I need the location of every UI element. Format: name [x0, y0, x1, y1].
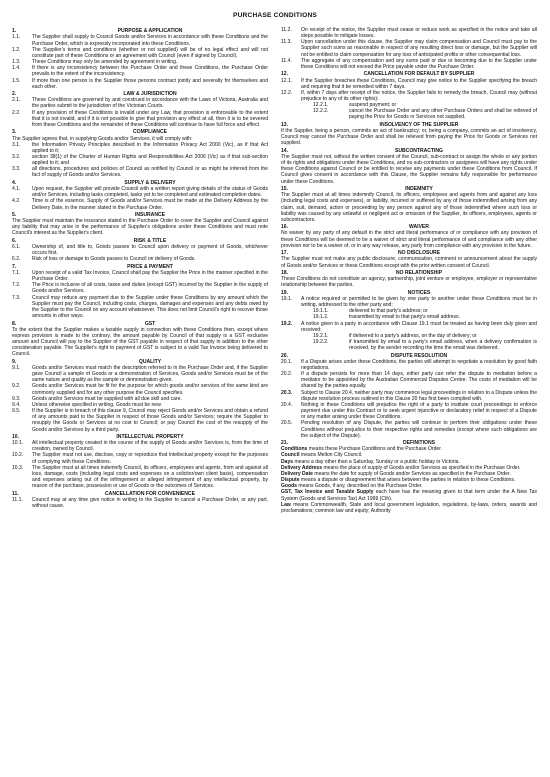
clause [12, 365, 268, 383]
sub-clause-text: transmitted by email to that party's email address. [349, 314, 460, 321]
clause-text: A notice given to a party in accordance with Clause 19.1 must be treated as having been duly given and received: [301, 320, 537, 333]
clause-number: 20.4. [281, 401, 293, 408]
section-title: PRICE & PAYMENT [127, 263, 173, 270]
sub-clause-number: 19.2.2. [313, 339, 329, 346]
section-title: COMPLIANCE [133, 129, 167, 136]
clause-number: 9.1. [12, 364, 21, 371]
paragraph: The Supplier agrees that, in supplying Goods and/or Services, it will comply with: [12, 135, 193, 142]
clause [12, 440, 268, 452]
clause-text: Upon cancellation under this clause, the Supplier may claim compensation and Council must pay to the Supplier such sums as reasonable in respect of any resulting direct loss or damage, but the Supplier will not be entitled to claim compensation for any loss of anticipated profits or other consequential loss. [301, 39, 537, 58]
section-title: RISK & TITLE [133, 237, 167, 244]
clause-number: 2.2. [12, 109, 21, 116]
sub-clause-number: 12.2.2. [313, 108, 329, 115]
clause-text: all directions, procedures and policies of Council as notified by Council or as might be inferred from the fact of supply of Goods and/or Services. [32, 166, 268, 179]
section-number: 8. [12, 320, 17, 327]
section-number: 20. [281, 352, 289, 359]
sub-clause-text: if delivered to a party's address, on the day of delivery; or [349, 332, 477, 339]
clause-text: Subject to Clause 20.4, neither party may commence legal proceedings in relation to a Dispute unless the dispute resolution process outlined in this Clause 20 has first been complied with. [301, 389, 537, 402]
clause-text: Upon receipt of a valid Tax Invoice, Council shall pay the Supplier the Price in the manner specified in the Purchase Order. [32, 270, 268, 283]
left-column [12, 27, 268, 514]
clause-text: Council may at any time give notice in writing to the Supplier to cancel a Purchase Order, or any part, without cause. [32, 496, 268, 509]
clause-text: If more than one person is the Supplier those persons contract jointly and severally for themselves and each other. [32, 77, 268, 90]
section-title: LAW & JURISDICTION [123, 91, 177, 98]
section-number: 2. [12, 91, 17, 98]
clause [12, 47, 268, 59]
definition-text: means Goods, if any, described on the Purchase Order. [296, 483, 423, 490]
clause-number: 4.1. [12, 186, 21, 193]
clause-text: If a Dispute arises under these Conditions, the parties will attempt to negotiate a resolution by good faith negotiations. [301, 358, 537, 371]
definition-term: Days [281, 458, 294, 465]
sub-clause-number: 19.1.2. [313, 314, 329, 321]
clause-text: Goods and/or Services must be supplied with all due skill and care. [32, 395, 182, 402]
definition-term: Dispute [281, 477, 300, 484]
section-title: CANCELLATION FOR DEFAULT BY SUPPLIER [363, 71, 475, 78]
clause [281, 296, 537, 308]
paragraph: The Supplier must not make any public disclosure, communication, comment or announcement about the supply of Goods and/or Services or these Conditions except with the prior written consent of Council. [281, 256, 537, 269]
clause-number: 7.1. [12, 270, 21, 277]
clause-text: Pending resolution of any Dispute, the parties will continue to perform their obligations under these Conditions without prejudice to their respective rights and remedies (except where such obligations are the subject of the Dispute). [301, 420, 537, 439]
clause-number: 7.2. [12, 282, 21, 289]
clause [12, 154, 268, 166]
clause [281, 90, 537, 102]
clause-text: Goods and/or Services must be fit for the purpose for which goods and/or services of the same kind are commonly supplied and for any other purpose the Council specifies. [32, 383, 268, 396]
clause-number: 12.1. [281, 77, 293, 84]
section-title: CANCELLATION FOR CONVENIENCE [105, 490, 195, 497]
clause-text: The Supplier's terms and conditions (whether or not supplied) will be of no legal effect and will not constitute part of these Conditions or an agreement with Council (even if signed by Council). [32, 46, 268, 59]
section-number: 12. [281, 71, 289, 78]
clause-number: 10.3. [12, 464, 24, 471]
clause-text: If the Supplier is in breach of this clause 9, Council may reject Goods and/or Services and obtain a refund of any amounts paid to the Supplier in respect of those Goods and/or Services; require the Supplier to resupply the Goods or Services at no cost to Council; or pay Council the cost of the resupply of the Goods and/or Services by a third party. [32, 408, 268, 433]
section-title: QUALITY [138, 358, 162, 365]
clause-number: 20.5. [281, 420, 293, 427]
clause-number: 9.4. [12, 401, 21, 408]
paragraph: The Supplier must maintain the insurance stated in the Purchase Order to cover the Supplier and Council against any liability that may arise in the performance of Supplier's obligations under these Conditions and must note Council's interest as the Supplier's client. [12, 218, 268, 237]
section-number: 19. [281, 289, 289, 296]
section-number: 9. [12, 358, 17, 365]
clause [12, 295, 268, 320]
section-title: WAIVER [409, 224, 429, 231]
clause-number: 20.1. [281, 358, 293, 365]
clause-number: 10.2. [12, 452, 24, 459]
definition-term: Conditions [281, 446, 308, 453]
clause [12, 166, 268, 178]
clause-number: 1.5. [12, 77, 21, 84]
clause-number: 9.2. [12, 383, 21, 390]
clause [12, 408, 268, 433]
clause-text: The Supplier shall supply to Council Goods and/or Services in accordance with these Conditions and the Purchase Order, which is expressly incorporated into these Conditions. [32, 34, 268, 47]
definition-term: Goods [281, 483, 297, 490]
clause [12, 65, 268, 77]
clause-text: The aggregate of any compensation and any sums paid or due or becoming due to the Supplier under these Conditions will not exceed the Price payable under the Purchase Order. [301, 57, 537, 70]
definition [281, 502, 537, 514]
section-title: INTELLECTUAL PROPERTY [116, 433, 184, 440]
definition-text: each have has the meaning given to that term under the A New Tax System (Goods and Services Tax) Act 1999 (Cth). [281, 489, 537, 502]
clause-number: 19.2. [281, 320, 293, 327]
definition-term: Law [281, 501, 291, 508]
clause-text: Risk of loss or damage to Goods passes to Council on delivery of Goods. [32, 256, 196, 263]
clause-text: If the Supplier breaches these Conditions, Council may give notice to the Supplier specifying the breach and requiring that it be remedied within 7 days. [301, 77, 537, 90]
definition-text: means Melton City Council. [299, 452, 363, 459]
sub-clause [281, 108, 537, 120]
clause-text: the Information Privacy Principles described in the Information Privacy Act 2000 (Vic), as if that Act applied to it; [32, 141, 268, 154]
clause-text: The Supplier must at all times indemnify Council, its officers, employees and agents, from and against all loss, damage, costs (including legal costs and expenses on a solicitor/own client basis), compensation and expenses arising out of the infringement or alleged infringement of any intellectual property, by reason of the purchase, possession or use of Goods or the outcomes of Services. [32, 464, 268, 490]
clause [12, 34, 268, 46]
clause-text: If, within 7 days after receipt of the notice, the Supplier fails to remedy the breach, Council may (without prejudice to any of its other rights): [301, 89, 537, 103]
paragraph: The Supplier must not, without the written consent of the Council, sub-contract or assign the whole or any portion of its rights and obligations under these Conditions, and no sub-contractors or assignees will have any rights under these Conditions against Council or be entitled to receive any payments under these Conditions from Council. If Council gives consent in accordance with this Clause, the Supplier remains fully responsible for performance under these Conditions. [281, 154, 537, 185]
clause [281, 371, 537, 389]
clause [12, 497, 268, 509]
clause [281, 402, 537, 420]
clause-number: 11.1. [12, 496, 23, 503]
paragraph: To the extent that the Supplier makes a taxable supply in connection with these Conditions then, except where express provision is made to the contrary, the amount payable by Council of that supply is a GST exclusive amount and Council will pay to the Supplier of the GST payable in respect of that supply in addition to the other consideration payable. The Supplier's right to payment of GST is subject to a valid Tax Invoice being delivered to Council. [12, 326, 268, 358]
clause [281, 321, 537, 333]
section-number: 17. [281, 250, 289, 257]
section-number: 6. [12, 237, 17, 244]
section-title: GST [144, 320, 156, 327]
sub-clause [281, 339, 537, 351]
clause-number: 7.3. [12, 294, 21, 301]
clause [12, 97, 268, 109]
section-title: SUPPLY & DELIVERY [124, 179, 176, 186]
sub-clause-text: if transmitted by email to a party's email address, when a delivery confirmation is received, by the sender recording the time the email was delivered. [349, 339, 537, 352]
clause-text: If any provision of these Conditions is invalid under any Law, that provision is enforceable to the extent that it is not invalid, and if it is not possible to give that provision any effect at all, then it is to be severed from these Conditions and the remainder of these Conditions will continue to have full force and effect. [32, 109, 268, 128]
clause [12, 452, 268, 464]
clause-number: 9.3. [12, 395, 21, 402]
clause [281, 359, 537, 371]
section-number: 5. [12, 212, 17, 219]
section-title: INSOLVENCY OF THE SUPPLIER [379, 121, 459, 128]
clause [281, 27, 537, 39]
clause [281, 39, 537, 57]
clause-text: Unless otherwise specified in writing, Goods must be new. [32, 401, 162, 408]
sub-clause-number: 19.2.1. [313, 332, 329, 339]
definition-term: Delivery Address [281, 464, 323, 471]
section-title: DISPUTE RESOLUTION [390, 352, 448, 359]
clause-number: 3.3. [12, 166, 21, 173]
clause-number: 1.2. [12, 46, 21, 53]
section-title: SUBCONTRACTING [395, 147, 443, 154]
clause-number: 3.2. [12, 154, 21, 161]
sub-clause-number: 12.2.1. [313, 102, 329, 109]
clause [12, 244, 268, 256]
section-number: 10. [12, 433, 20, 440]
section-heading [12, 321, 268, 327]
definition-term: GST, Tax Invoice and Taxable Supply [281, 489, 374, 496]
sub-clause-text: delivered to that party's address; or [349, 308, 428, 315]
definition-text: means the date for supply of Goods and/or Services as specified in the Purchase Order. [312, 470, 511, 477]
clause-text: The Supplier must not use, disclose, copy or reproduce that intellectual property except for the purposes of complying with these Conditions. [32, 452, 268, 465]
clause-text: Nothing in these Conditions will prejudice the right of a party to institute court proceedings to enforce payment due under this Contract or to seek urgent injunctive or declaratory relief in respect of a Dispute or any matter arising under these Conditions. [301, 401, 537, 421]
clause [12, 270, 268, 282]
document-title: PURCHASE CONDITIONS [232, 12, 318, 19]
section-number: 16. [281, 224, 289, 231]
clause-number: 2.1. [12, 97, 21, 104]
clause [281, 390, 537, 402]
clause-number: 12.2. [281, 89, 293, 96]
clause-text: Ownership of, and title to, Goods passes to Council upon delivery or payment of Goods, whichever occurs first. [32, 244, 268, 257]
section-heading [12, 129, 268, 135]
section-number: 1. [12, 28, 17, 35]
clause-text: If a dispute persists for more than 14 days, either party can refer the dispute to mediation before a mediator to be appointed by the Australian Commercial Disputes Centre. The costs of mediation will be shared by the parties equally. [301, 371, 537, 390]
definition-term: Council [281, 452, 300, 459]
clause-text: If there is any inconsistency between the Purchase Order and these Conditions, the Purchase Order prevails to the extent of the inconsistency. [32, 65, 268, 78]
clause-text: These Conditions may only be amended by agreement in writing. [32, 59, 178, 66]
clause [12, 465, 268, 490]
clause-text: Time is of the essence. Supply of Goods and/or Services must be made at the Delivery Address by the Delivery Date, in the manner stated in the Purchase Order. [32, 198, 268, 211]
clause [12, 142, 268, 154]
clause [281, 58, 537, 70]
section-title: INDEMNITY [405, 186, 433, 193]
definition-text: means a dispute or disagreement that arises between the parties in relation to these Conditions. [299, 477, 516, 484]
clause [12, 282, 268, 294]
section-title: NO RELATIONSHIP [395, 270, 443, 277]
clause [12, 186, 268, 198]
clause-text: The Price is inclusive of all costs, taxes and duties (except GST) incurred by the Supplier in the supply of Goods and/or Services. [32, 282, 268, 295]
section-number: 4. [12, 179, 17, 186]
clause [12, 198, 268, 210]
clause-number: 11.4. [281, 57, 292, 64]
clause-number: 11.2. [281, 27, 292, 33]
section-title: PURPOSE & APPLICATION [117, 28, 183, 35]
clause [281, 420, 537, 438]
section-number: 21. [281, 440, 289, 447]
paragraph: No waiver by any party of any default in the strict and literal performance of or compliance with any provision of these Conditions will be deemed to be a waiver of strict and literal performance of and compliance with any other provision nor to be a waiver of, or in any way release, any party from compliance with any provision in the future. [281, 230, 537, 249]
paragraph: If the Supplier, being a person, commits an act of bankruptcy; or, being a company, commits an act of insolvency, Council may cancel the Purchase Order and shall be relieved from paying the Price for Goods or Services not supplied. [281, 128, 537, 147]
definition-text: means the place of supply of Goods and/or Services as specified in the Purchase Order. [322, 464, 521, 471]
section-number: 11. [12, 490, 19, 497]
definition-text: means Commonwealth, State and local government legislation, regulations, by-laws, orders, awards and proclamations; common law and equity; Authority [281, 501, 537, 514]
clause-text: These Conditions are governed by and construed in accordance with the Laws of Victoria, Australia and the parties submit to the jurisdiction of the Victorian Courts. [32, 97, 268, 110]
section-title: DEFINITIONS [403, 440, 435, 447]
sub-clause-number: 19.1.1. [313, 308, 329, 315]
clause-text: Upon request, the Supplier will provide Council with a written report giving details of the status of Goods and/or Services, including tasks completed, tasks yet to be completed and estimated completion dates. [32, 186, 268, 199]
section-title: NO DISCLOSURE [397, 250, 441, 257]
section-number: 14. [281, 147, 289, 154]
clause-number: 10.1. [12, 440, 24, 447]
clause-text: Goods and/or Services must match the description referred to in the Purchase Order and, if the Supplier gave Council a sample of Goods or a demonstration of Services, Goods and/or Services must be of the same nature and quality as the sample or demonstration given. [32, 364, 268, 384]
clause-text: Council may reduce any payment due to the Supplier under these Conditions by any amount which the Supplier must pay the Council, including costs, charges, damages and expenses and any debts owed by the Supplier to the Council on any account whatsoever. This does not limit Council's right to recover those amounts in other ways. [32, 294, 268, 320]
sub-clause-text: suspend payment; or [349, 102, 397, 109]
section-title: NOTICES [407, 289, 431, 296]
clause-number: 19.1. [281, 295, 293, 302]
paragraph: These Conditions do not constitute an agency, partnership, joint venture or employee, employer or representative relationship between the parties. [281, 276, 537, 289]
section-number: 13. [281, 121, 289, 128]
clause-number: 6.2. [12, 256, 21, 263]
clause-number: 4.2. [12, 198, 21, 205]
clause-number: 1.4. [12, 65, 21, 72]
clause-number: 20.3. [281, 389, 293, 396]
right-column [281, 27, 537, 514]
clause-text: A notice required or permitted to be given by one party to another under these Conditions must be in writing, addressed to the other party and: [301, 295, 537, 309]
clause-number: 9.5. [12, 408, 21, 415]
clause-text: All intellectual property created in the course of the supply of Goods and/or Services is, from the time of creation, owned by Council. [32, 440, 268, 453]
clause-text: On receipt of the notice, the Supplier must cease or reduce work as specified in the notice and take all steps possible to mitigate losses. [301, 27, 537, 40]
clause [12, 110, 268, 128]
clause-number: 3.1. [12, 141, 21, 148]
columns [12, 27, 538, 514]
definition-text: means these Purchase Conditions and the Purchase Order. [307, 446, 443, 453]
paragraph: The Supplier must at all times indemnify Council, its officers, employees and agents from and against any loss (including legal costs and expenses), or liability, incurred or suffered by any of those indemnified arising from any claim, suit, demand, action or proceeding by any person against any of those indemnified where such loss or liability was caused by any unlawful or negligent act or omission of the Supplier, its officers, employees, agents or subcontractors. [281, 192, 537, 223]
section-number: 15. [281, 186, 289, 193]
section-number: 3. [12, 129, 17, 136]
clause [12, 256, 268, 262]
clause [12, 383, 268, 395]
section-number: 18. [281, 270, 289, 277]
clause [281, 78, 537, 90]
section-title: INSURANCE [134, 212, 165, 219]
sub-clause-text: cancel the Purchase Order and any other Purchase Orders and shall be relieved of paying the Price for Goods or Services not supplied. [349, 108, 537, 121]
clause [12, 78, 268, 90]
clause-number: 1.1. [12, 34, 21, 41]
definition-term: Delivery Date [281, 470, 313, 477]
clause-number: 20.2. [281, 371, 293, 378]
section-number: 7. [12, 263, 17, 270]
definition [281, 489, 537, 501]
clause-text: section 38(1) of the Charter of Human Rights and Responsibilities Act 2006 (Vic) as if that sub-section applied to it; and [32, 154, 268, 167]
definition-text: means a day other than a Saturday, Sunday or a public holiday in Victoria. [293, 458, 460, 465]
clause-number: 6.1. [12, 244, 21, 251]
clause-number: 11.3. [281, 39, 292, 46]
clause-number: 1.3. [12, 59, 21, 66]
